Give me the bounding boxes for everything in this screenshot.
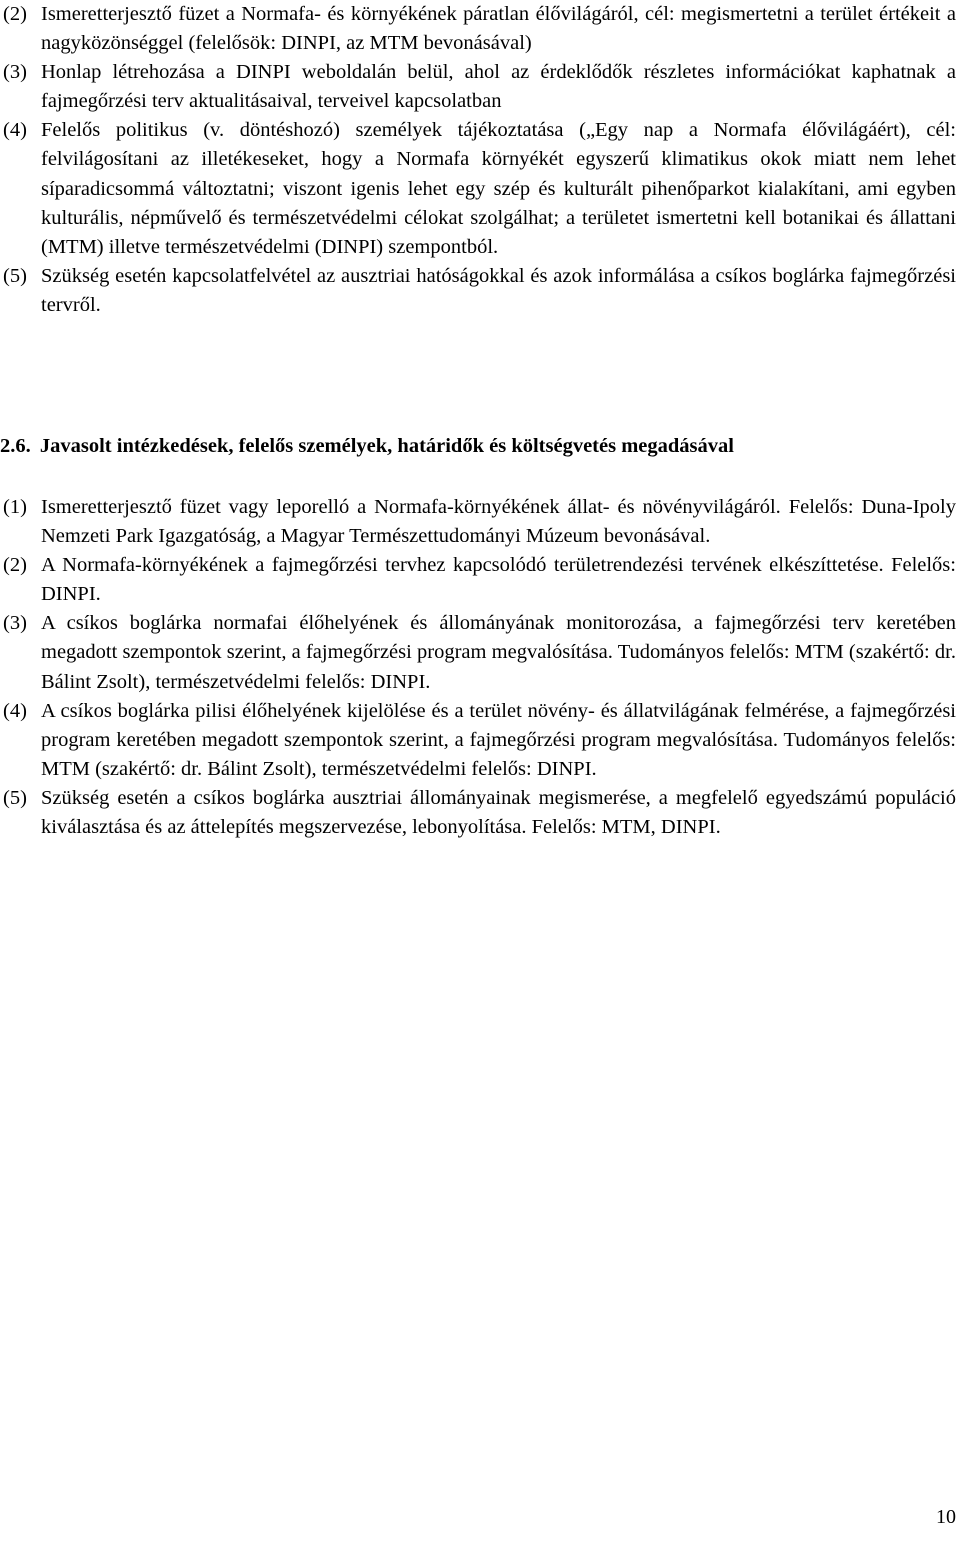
section-number: 2.6.	[0, 435, 31, 457]
list-item-text: Honlap létrehozása a DINPI weboldalán belül, ahol az érdeklődők részletes információkat kaphatnak a fajmegőrzési terv aktualitásaival, terveivel kapcsolatban	[41, 61, 956, 113]
page-number: 10	[936, 1506, 956, 1528]
list-item-text: Ismeretterjesztő füzet a Normafa- és környékének páratlan élővilágáról, cél: megismertetni a terület értékeit a nagyközönséggel (felelősök: DINPI, az MTM bevonásával)	[41, 3, 956, 55]
list-item	[3, 262, 956, 320]
list-item	[3, 609, 956, 696]
list-item	[3, 784, 956, 842]
list-item-text: Ismeretterjesztő füzet vagy leporelló a Normafa-környékének állat- és növényvilágáról. Felelős: Duna-Ipoly Nemzeti Park Igazgatóság, a Magyar Természettudományi Múzeum bevonásával.	[41, 496, 956, 548]
section-title: Javasolt intézkedések, felelős személyek, határidők és költségvetés megadásával	[39, 435, 734, 457]
list-item-text: A csíkos boglárka normafai élőhelyének és állományának monitorozása, a fajmegőrzési terv keretében megadott szempontok szerint, a fajmegőrzési program megvalósítása. Tudományos felelős: MTM (szakértő: dr. Bálint Zsolt), természetvédelmi felelős: DINPI.	[41, 612, 956, 693]
list-item-text: Szükség esetén kapcsolatfelvétel az ausztriai hatóságokkal és azok informálása a csíkos boglárka fajmegőrzési tervről.	[41, 264, 956, 316]
list-item-number: (1)	[3, 496, 27, 518]
list-item-text: A Normafa-környékének a fajmegőrzési tervhez kapcsolódó területrendezési tervének elkészíttetése. Felelős: DINPI.	[41, 554, 956, 606]
list-item	[3, 116, 956, 261]
list-item	[3, 493, 956, 551]
list-item	[3, 58, 956, 116]
list-item-text: A csíkos boglárka pilisi élőhelyének kijelölése és a terület növény- és állatvilágának felmérése, a fajmegőrzési program keretében megadott szempontok szerint, a fajmegőrzési program megvalósítása. Tudományos felelős: MTM (szakértő: dr. Bálint Zsolt), természetvédelmi felelős: DINPI.	[41, 699, 956, 780]
list-item-number: (5)	[3, 786, 27, 809]
list-item-number: (5)	[3, 264, 27, 287]
list-item	[3, 551, 956, 609]
list-item-text: Felelős politikus (v. döntéshozó) személyek tájékoztatása („Egy nap a Normafa élővilágáért), cél: felvilágosítani az illetékeseket, hogy a Normafa környékét egyszerű klimatikus okok miatt nem lehet síparadicsommá változtatni; viszont igenis lehet egy szép és kulturált pihenőparkot kialakítani, ami egyben kulturális, népművelő és természetvédelmi célokat szolgálhat; a területet ismertetni kell botanikai és állattani (MTM) illetve természetvédelmi (DINPI) szempontból.	[41, 119, 956, 258]
list-item-number: (3)	[3, 612, 27, 635]
list-item	[3, 697, 956, 784]
list-item-number: (2)	[3, 554, 27, 577]
measures-list	[3, 493, 956, 842]
list-item-number: (2)	[3, 3, 27, 25]
section-heading	[0, 432, 956, 461]
list-item	[3, 0, 956, 58]
list-item-number: (4)	[3, 699, 27, 722]
list-item-text: Szükség esetén a csíkos boglárka ausztriai állományainak megismerése, a megfelelő egyedszámú populáció kiválasztása és az áttelepítés megszervezése, lebonyolítása. Felelős: MTM, DINPI.	[41, 786, 956, 839]
top-list	[3, 0, 956, 320]
list-item-number: (4)	[3, 119, 27, 142]
list-item-number: (3)	[3, 61, 27, 84]
